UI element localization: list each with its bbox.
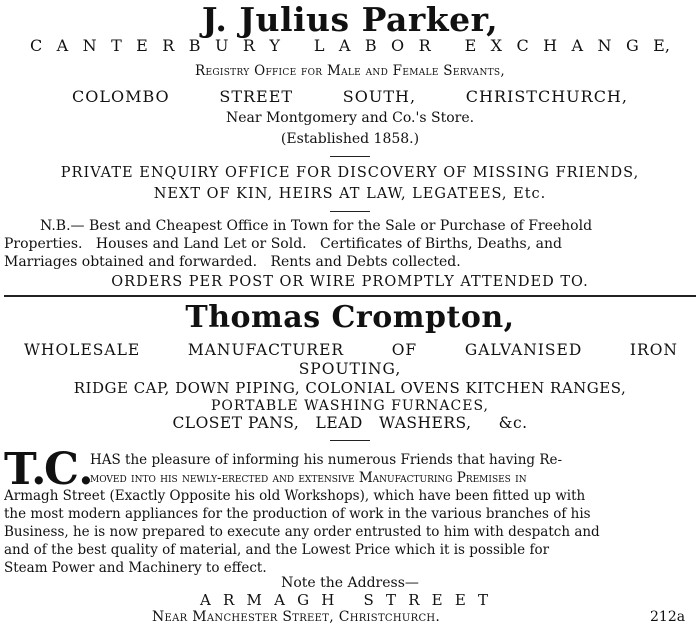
spaced-letter: E <box>464 36 477 55</box>
closet-pans-line: CLOSET PANS, LEAD WASHERS, &c. <box>172 414 528 432</box>
short-divider <box>330 440 370 441</box>
armagh-street <box>0 591 700 609</box>
wholesale-word: OF <box>391 341 418 359</box>
spaced-letter: R <box>223 591 235 609</box>
spaced-letter: B <box>364 36 377 55</box>
spaced-letter: H <box>543 36 558 55</box>
spaced-letter: R <box>242 36 255 55</box>
short-divider <box>330 156 370 157</box>
orders-line: ORDERS PER POST OR WIRE PROMPTLY ATTENDED TO. <box>111 274 589 290</box>
nb-line-1: N.B.— Best and Cheapest Office in Town for the Sale or Purchase of Freehold <box>40 218 593 234</box>
spaced-letter: E <box>454 591 466 609</box>
spaced-letter: C <box>516 36 529 55</box>
spaced-letter: A <box>274 591 285 609</box>
body-line-6: and of the best quality of material, and the Lowest Price which it is possible for <box>4 542 550 558</box>
spaced-letter: A <box>571 36 584 55</box>
spaced-letter: O <box>391 36 405 55</box>
nb-line-3: Marriages obtained and forwarded. Rents and Debts collected. <box>4 254 461 270</box>
established-line: (Established 1858.) <box>280 131 420 147</box>
spaced-letter: H <box>321 591 335 609</box>
canterbury-labor-exchange <box>0 36 700 55</box>
crompton-name: Thomas Crompton, <box>185 300 515 335</box>
spaced-letter: R <box>418 36 431 55</box>
section-divider <box>4 295 696 297</box>
body-line-4: the most modern appliances for the production of work in the various branches of his <box>4 506 591 522</box>
drop-cap-t: T. <box>4 444 47 495</box>
ridge-cap-line: RIDGE CAP, DOWN PIPING, COLONIAL OVENS KITCHEN RANGES, <box>73 379 627 397</box>
wholesale-word: WHOLESALE <box>24 341 141 359</box>
spaced-letter: A <box>56 36 69 55</box>
spaced-letter: N <box>597 36 612 55</box>
spaced-letter: M <box>246 591 262 609</box>
spaced-letter: T <box>385 591 396 609</box>
spaced-letter: A <box>200 591 211 609</box>
spouting-line: SPOUTING, <box>298 360 402 378</box>
spaced-letter: N <box>82 36 97 55</box>
registry-office-line: Registry Office for Male and Female Servants, <box>195 63 505 79</box>
wholesale-line <box>0 341 700 359</box>
spaced-letter: Y <box>269 36 280 55</box>
spaced-letter: S <box>363 591 374 609</box>
spaced-letter: T <box>477 591 488 609</box>
wholesale-word: IRON <box>629 341 678 359</box>
enquiry-line-2: NEXT OF KIN, HEIRS AT LAW, LEGATEES, Etc. <box>153 186 547 202</box>
spaced-letter: R <box>408 591 420 609</box>
body-line-7: Steam Power and Machinery to effect. <box>4 560 267 576</box>
address-word: COLOMBO <box>72 87 170 106</box>
enquiry-line-1: PRIVATE ENQUIRY OFFICE FOR DISCOVERY OF MISSING FRIENDS, <box>60 165 640 181</box>
address-word: STREET <box>219 87 294 106</box>
short-divider <box>330 211 370 212</box>
address-word: SOUTH, <box>342 87 417 106</box>
spaced-letter: T <box>111 36 122 55</box>
spaced-letter <box>294 36 299 55</box>
address-word: CHRISTCHURCH, <box>465 87 628 106</box>
spaced-letter: G <box>297 591 310 609</box>
spaced-letter: E, <box>653 36 670 55</box>
wholesale-word: MANUFACTURER <box>187 341 345 359</box>
spaced-letter <box>445 36 450 55</box>
near-store-line: Near Montgomery and Co.'s Store. <box>225 110 475 126</box>
spaced-letter: E <box>431 591 443 609</box>
spaced-letter: R <box>162 36 175 55</box>
spaced-letter <box>347 591 352 609</box>
spaced-letter: L <box>313 36 325 55</box>
portable-furnaces-line: PORTABLE WASHING FURNACES, <box>210 398 490 414</box>
spaced-letter: U <box>214 36 229 55</box>
spaced-letter: X <box>490 36 503 55</box>
drop-cap-c: C. <box>44 444 94 495</box>
body-line-5: Business, he is now prepared to execute any order entrusted to him with despatch and <box>4 524 600 540</box>
spaced-letter: C <box>30 36 43 55</box>
body-line-2: moved into his newly-erected and extensive Manufacturing Premises in <box>90 470 527 486</box>
address-line <box>0 87 700 106</box>
wholesale-word: GALVANISED <box>464 341 583 359</box>
body-line-3: Armagh Street (Exactly Opposite his old Workshops), which have been fitted up with <box>4 488 586 504</box>
nb-line-2: Properties. Houses and Land Let or Sold. Certificates of Births, Deaths, and <box>4 236 562 252</box>
spaced-letter: G <box>625 36 639 55</box>
spaced-letter: B <box>188 36 201 55</box>
parker-name: J. Julius Parker, <box>201 0 499 39</box>
ad-reference: 212a <box>650 609 686 625</box>
spaced-letter: E <box>136 36 148 55</box>
near-manchester-line: Near Manchester Street, Christchurch. <box>152 609 441 625</box>
body-line-1: HAS the pleasure of informing his numerous Friends that having Re- <box>90 452 563 468</box>
spaced-letter: A <box>338 36 351 55</box>
note-address: Note the Address— <box>281 575 419 591</box>
